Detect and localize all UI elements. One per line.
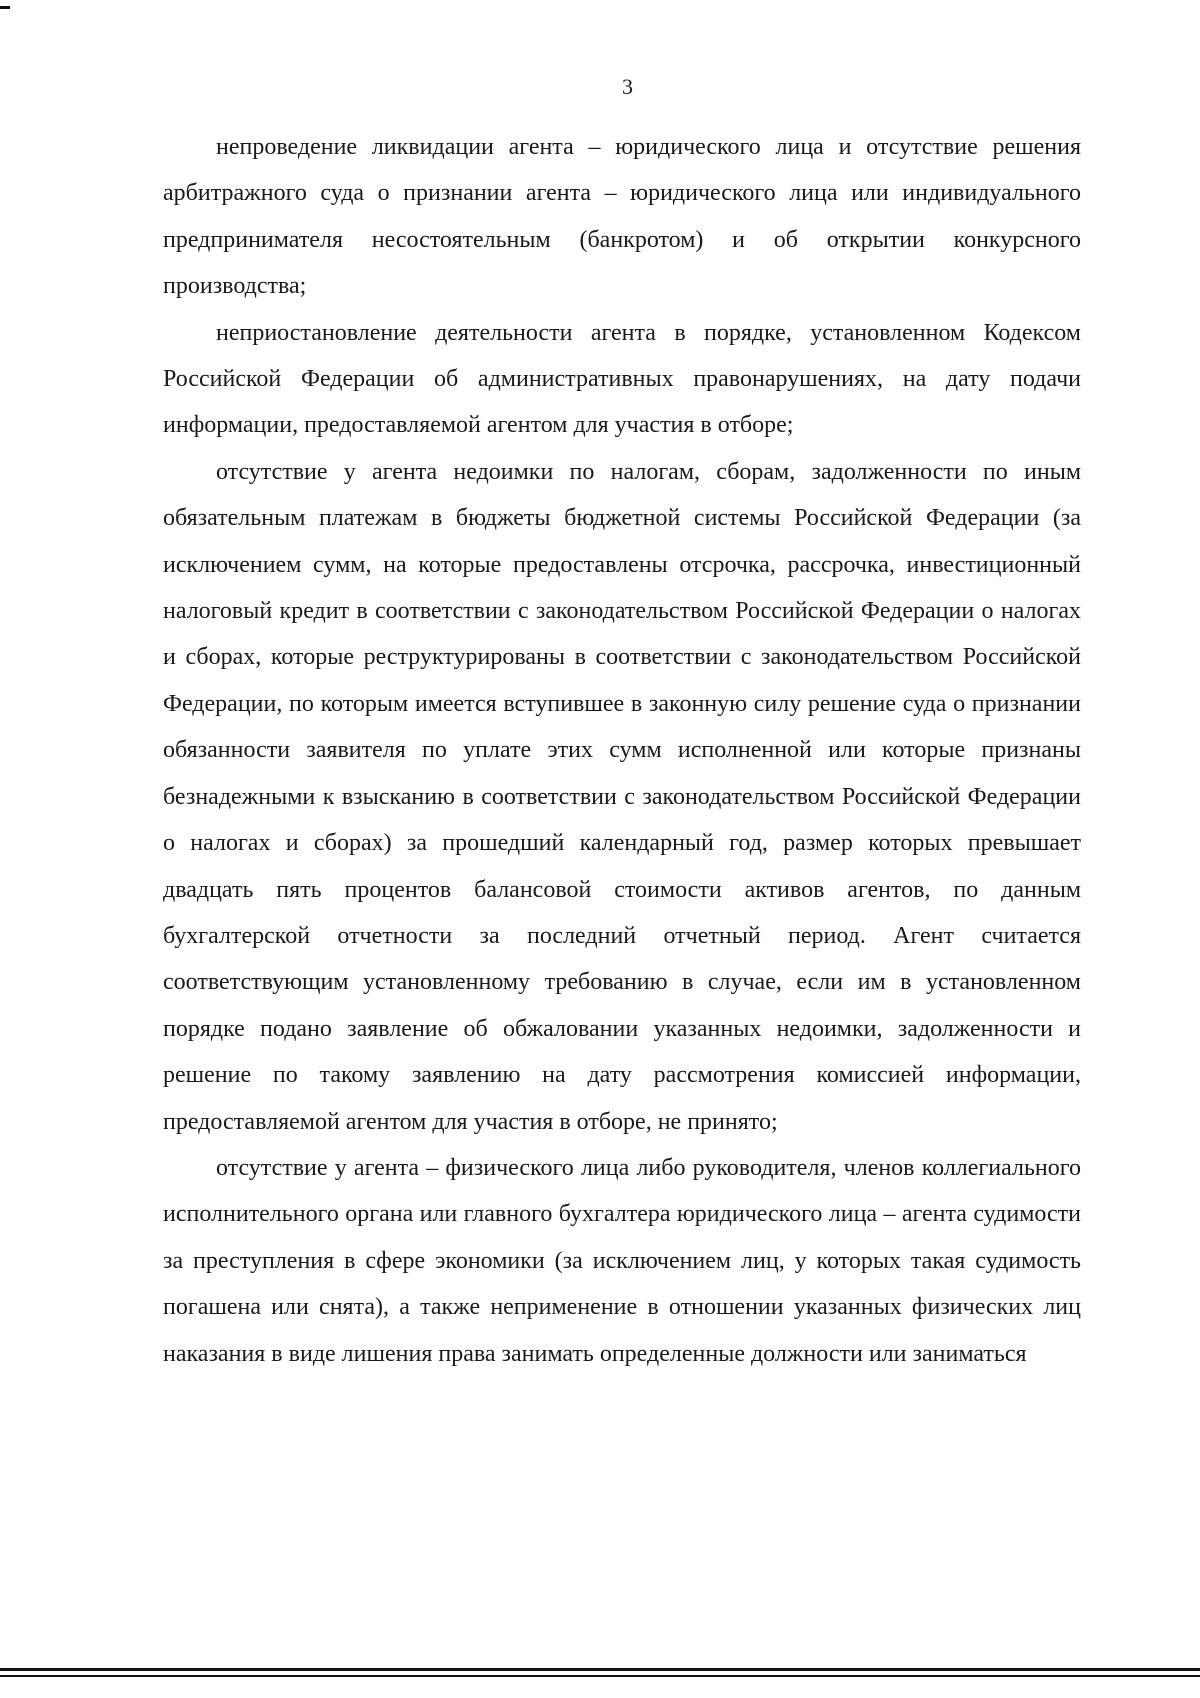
bottom-rule-thin: [0, 1675, 1200, 1677]
document-body: [163, 124, 1081, 1377]
scan-corner-mark: [0, 6, 10, 9]
paragraph-liquidation: непроведение ликвидации агента – юридического лица и отсутствие решения арбитражного суда о признании агента – юридического лица или индивидуального предпринимателя несостоятельным (банкротом) и об открытии конкурсного производства;: [163, 134, 1081, 300]
bottom-rule: [0, 1668, 1200, 1671]
page-number: 3: [622, 74, 633, 99]
paragraph-criminal-record: отсутствие у агента – физического лица либо руководителя, членов коллегиального исполнительного органа или главного бухгалтера юридического лица – агента судимости за преступления в сфере экономики (за исключением лиц, у которых такая судимость погашена или снята), а также неприменение в отношении указанных физических лиц наказания в виде лишения права занимать определенные должности или заниматься: [163, 1154, 1081, 1367]
paragraph-tax-arrears: отсутствие у агента недоимки по налогам, сборам, задолженности по иным обязательным платежам в бюджеты бюджетной системы Российской Федерации (за исключением сумм, на которые предоставлены отсрочка, рассрочка, инвестиционный налоговый кредит в соответствии с законодательством Российской Федерации о налогах и сборах, которые реструктурированы в соответствии с законодательством Российской Федерации, по которым имеется вступившее в законную силу решение суда о признании обязанности заявителя по уплате этих сумм исполненной или которые признаны безнадежными к взысканию в соответствии с законодательством Российской Федерации о налогах и сборах) за прошедший календарный год, размер которых превышает двадцать пять процентов балансовой стоимости активов агентов, по данным бухгалтерской отчетности за последний отчетный период. Агент считается соответствующим установленному требованию в случае, если им в установленном порядке подано заявление об обжаловании указанных недоимки, задолженности и решение по такому заявлению на дату рассмотрения комиссией информации, предоставляемой агентом для участия в отборе, не принято;: [163, 458, 1081, 1135]
paragraph-suspension: неприостановление деятельности агента в порядке, установленном Кодексом Российской Федерации об административных правонарушениях, на дату подачи информации, предоставляемой агентом для участия в отборе;: [163, 319, 1081, 439]
